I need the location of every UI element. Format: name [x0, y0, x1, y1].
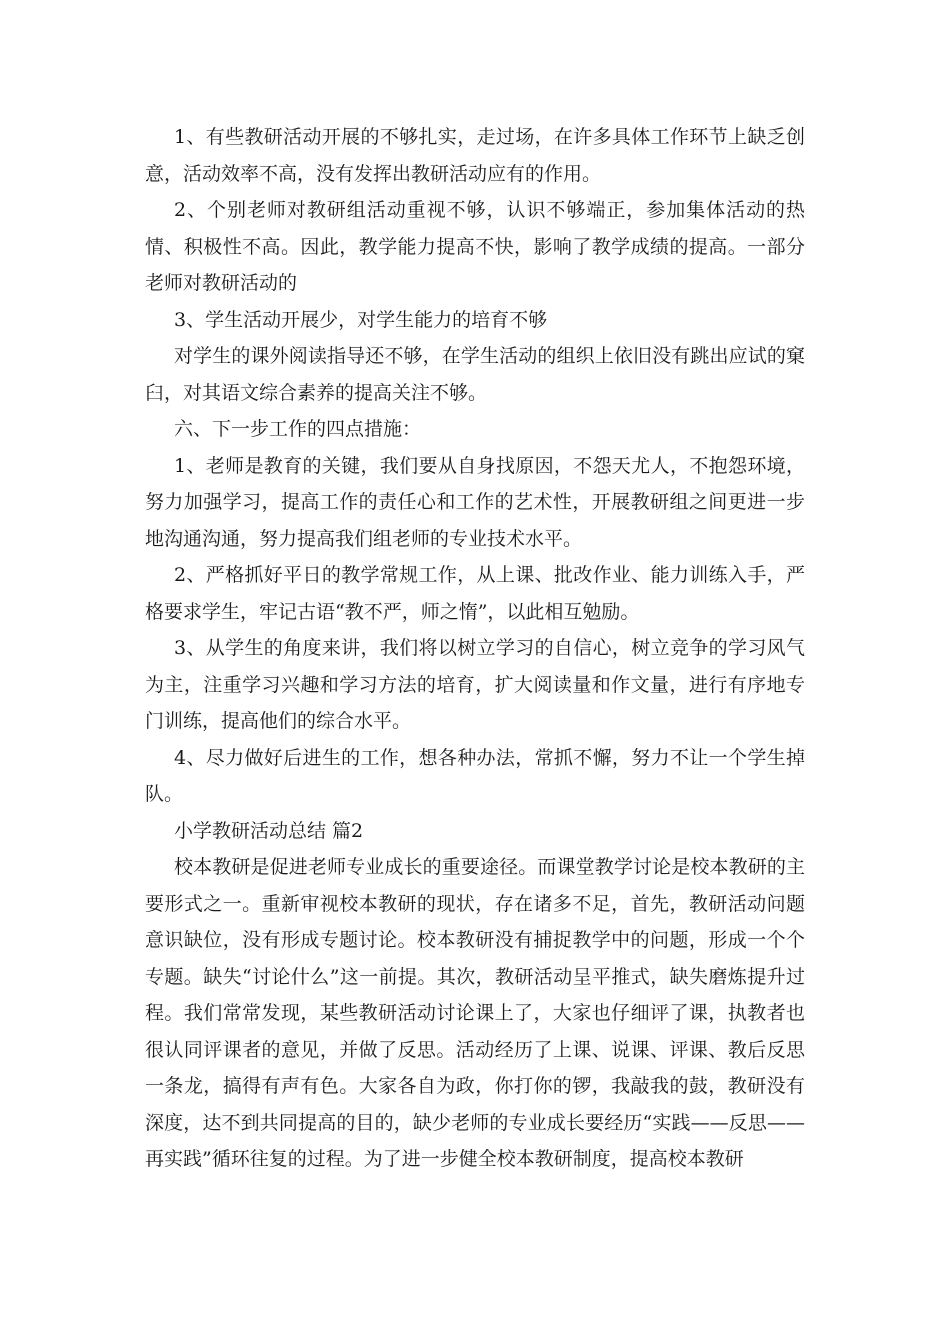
paragraph-school-research: 校本教研是促进老师专业成长的重要途径。而课堂教学讨论是校本教研的主要形式之一。重新审视校本教研的现状，存在诸多不足，首先，教研活动问题意识缺位，没有形成专题讨论。校本教研没有捕捉教学中的问题，形成一个个专题。缺失“讨论什么”这一前提。其次，教研活动呈平推式，缺失磨炼提升过程。我们常常发现，某些教研活动讨论课上了，大家也仔细评了课，执教者也很认同评课者的意见，并做了反思。活动经历了上课、说课、评课、教后反思一条龙，搞得有声有色。大家各自为政，你打你的锣，我敲我的鼓，教研没有深度，达不到共同提高的目的，缺少老师的专业成长要经历“实践——反思——再实践”循环往复的过程。为了进一步健全校本教研制度，提高校本教研 [145, 856, 805, 1170]
article-title-part-2: 小学教研活动总结 篇2 [174, 819, 364, 842]
paragraph-problem-2: 2、个别老师对教研组活动重视不够，认识不够端正，参加集体活动的热情、积极性不高。因此，教学能力提高不快，影响了教学成绩的提高。一部分老师对教研活动的 [145, 199, 805, 294]
paragraph-measure-4: 4、尽力做好后进生的工作，想各种办法，常抓不懈，努力不让一个学生掉队。 [145, 746, 805, 805]
paragraph-problem-1: 1、有些教研活动开展的不够扎实，走过场，在许多具体工作环节上缺乏创意，活动效率不高，没有发挥出教研活动应有的作用。 [145, 126, 805, 185]
paragraph-measure-1: 1、老师是教育的关键，我们要从自身找原因，不怨天尤人，不抱怨环境，努力加强学习，提高工作的责任心和工作的艺术性，开展教研组之间更进一步地沟通沟通，努力提高我们组老师的专业技术水平。 [145, 454, 805, 550]
paragraph-measure-2: 2、严格抓好平日的教学常规工作，从上课、批改作业、能力训练入手，严格要求学生，牢记古语“教不严，师之惰”，以此相互勉励。 [145, 564, 805, 623]
paragraph-measure-3: 3、从学生的角度来讲，我们将以树立学习的自信心，树立竞争的学习风气为主，注重学习兴趣和学习方法的培育，扩大阅读量和作文量，进行有序地专门训练，提高他们的综合水平。 [145, 637, 805, 732]
paragraph-reading-guidance: 对学生的课外阅读指导还不够，在学生活动的组织上依旧没有跳出应试的窠臼，对其语文综合素养的提高关注不够。 [145, 345, 805, 404]
paragraph-problem-3: 3、学生活动开展少，对学生能力的培育不够 [174, 308, 548, 331]
document-body [145, 119, 805, 1178]
section-heading-measures: 六、下一步工作的四点措施： [174, 418, 422, 440]
